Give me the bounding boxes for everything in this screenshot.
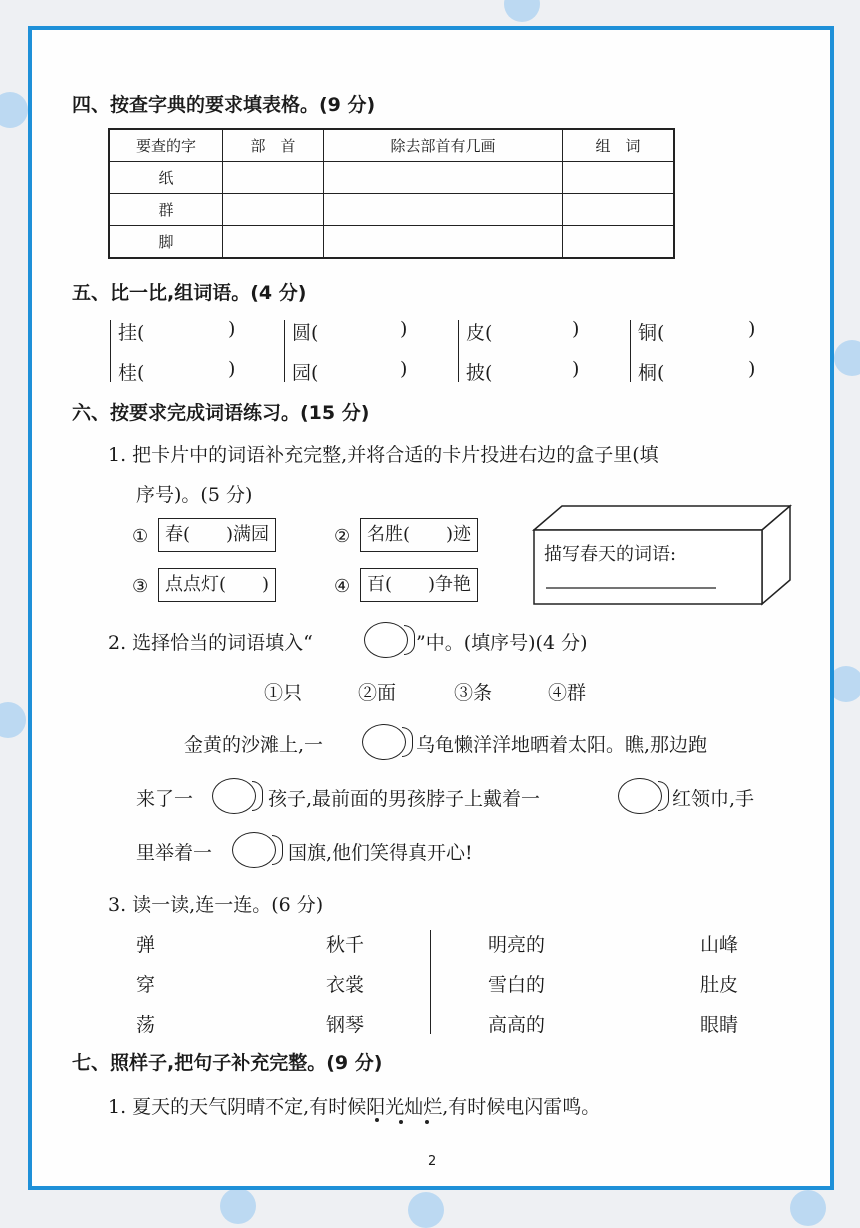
word-card[interactable]: 名胜( )迹 [360, 518, 478, 552]
box-label: 描写春天的词语: [544, 544, 677, 565]
card-number: ② [334, 526, 351, 547]
decor-dot [790, 1190, 826, 1226]
pair-brace [458, 320, 465, 382]
match-right-word[interactable]: 钢琴 [326, 1014, 365, 1036]
passage-text: 国旗,他们笑得真开心! [288, 842, 473, 864]
q1-instruction-line1: 1. 把卡片中的词语补充完整,并将合适的卡片投进右边的盒子里(填 [108, 444, 659, 466]
passage-text: 红领巾,手 [672, 788, 755, 810]
section4-title: 四、按查字典的要求填表格。(9 分) [72, 94, 376, 116]
page-number: 2 [428, 1154, 437, 1169]
pair-word: 圆( [292, 322, 319, 344]
answer-cell[interactable] [563, 194, 675, 226]
match-left-word[interactable]: 明亮的 [488, 934, 546, 956]
decor-dot [220, 1188, 256, 1224]
answer-cell[interactable] [563, 162, 675, 194]
table-row [109, 162, 674, 194]
pair-close: ) [748, 358, 756, 380]
match-right-word[interactable]: 衣裳 [326, 974, 365, 996]
match-right-word[interactable]: 眼睛 [700, 1014, 739, 1036]
pair-brace [630, 320, 637, 382]
q1-instruction-line2: 序号)。(5 分) [136, 484, 253, 506]
q2-instruction-suffix: ”中。(填序号)(4 分) [416, 632, 588, 654]
table-cell-char: 脚 [109, 226, 223, 259]
q3-title: 3. 读一读,连一连。(6 分) [108, 894, 324, 916]
match-right-word[interactable]: 山峰 [700, 934, 739, 956]
blank-oval-input[interactable] [232, 832, 276, 868]
emphasis-dot [425, 1120, 429, 1124]
answer-cell[interactable] [563, 226, 675, 259]
passage-text: 孩子,最前面的男孩脖子上戴着一 [268, 788, 541, 810]
pair-close: ) [572, 318, 580, 340]
passage-text: 来了一 [136, 788, 194, 810]
match-left-word[interactable]: 弹 [136, 934, 156, 956]
pair-close: ) [748, 318, 756, 340]
table-header: 要查的字 [109, 129, 223, 162]
word-card[interactable]: 点点灯( ) [158, 568, 276, 602]
card-number: ① [132, 526, 149, 547]
emphasis-dot [375, 1118, 379, 1122]
passage-text: 乌龟懒洋洋地晒着太阳。瞧,那边跑 [416, 734, 708, 756]
pair-word: 桐( [638, 362, 665, 384]
pair-close: ) [400, 318, 408, 340]
pair-close: ) [572, 358, 580, 380]
pair-close: ) [228, 318, 236, 340]
table-cell-char: 群 [109, 194, 223, 226]
option: ②面 [358, 682, 397, 704]
pair-word: 桂( [118, 362, 145, 384]
passage-text: 里举着一 [136, 842, 213, 864]
match-divider [430, 930, 431, 1034]
card-number: ③ [132, 576, 149, 597]
answer-cell[interactable] [324, 162, 563, 194]
table-header: 部 首 [223, 129, 324, 162]
card-number: ④ [334, 576, 351, 597]
blank-oval-input[interactable] [212, 778, 256, 814]
word-card[interactable]: 春( )满园 [158, 518, 276, 552]
word-card[interactable]: 百( )争艳 [360, 568, 478, 602]
table-header: 除去部首有几画 [324, 129, 563, 162]
match-right-word[interactable]: 秋千 [326, 934, 365, 956]
pair-close: ) [400, 358, 408, 380]
section7-example: 1. 夏天的天气阴晴不定,有时候阳光灿烂,有时候电闪雷鸣。 [108, 1096, 601, 1118]
emphasis-dot [399, 1120, 403, 1124]
decor-dot [834, 340, 860, 376]
section6-title: 六、按要求完成词语练习。(15 分) [72, 402, 370, 424]
table-header: 组 词 [563, 129, 675, 162]
option: ①只 [264, 682, 303, 704]
answer-cell[interactable] [324, 194, 563, 226]
pair-word: 铜( [638, 322, 665, 344]
pair-brace [284, 320, 291, 382]
pair-brace [110, 320, 117, 382]
section7-title: 七、照样子,把句子补充完整。(9 分) [72, 1052, 383, 1074]
match-left-word[interactable]: 高高的 [488, 1014, 546, 1036]
decor-dot [408, 1192, 444, 1228]
match-left-word[interactable]: 荡 [136, 1014, 156, 1036]
match-left-word[interactable]: 雪白的 [488, 974, 546, 996]
answer-cell[interactable] [223, 162, 324, 194]
match-right-word[interactable]: 肚皮 [700, 974, 739, 996]
option: ④群 [548, 682, 587, 704]
decor-dot [0, 92, 28, 128]
answer-cell[interactable] [223, 194, 324, 226]
pair-word: 皮( [466, 322, 493, 344]
table-cell-char: 纸 [109, 162, 223, 194]
decor-dot [504, 0, 540, 22]
answer-cell[interactable] [324, 226, 563, 259]
blank-oval-input[interactable] [618, 778, 662, 814]
pair-close: ) [228, 358, 236, 380]
passage-text: 金黄的沙滩上,一 [184, 734, 324, 756]
pair-word: 披( [466, 362, 493, 384]
table-row [109, 226, 674, 259]
match-left-word[interactable]: 穿 [136, 974, 156, 996]
option: ③条 [454, 682, 493, 704]
table-header-row [109, 129, 674, 162]
section5-title: 五、比一比,组词语。(4 分) [72, 282, 307, 304]
pair-word: 园( [292, 362, 319, 384]
answer-cell[interactable] [223, 226, 324, 259]
dictionary-table [108, 128, 675, 259]
q2-instruction-prefix: 2. 选择恰当的词语填入“ [108, 632, 313, 654]
blank-oval-icon [364, 622, 408, 658]
table-row [109, 194, 674, 226]
page-frame [28, 26, 834, 1190]
blank-oval-input[interactable] [362, 724, 406, 760]
decor-dot [0, 702, 26, 738]
pair-word: 挂( [118, 322, 145, 344]
